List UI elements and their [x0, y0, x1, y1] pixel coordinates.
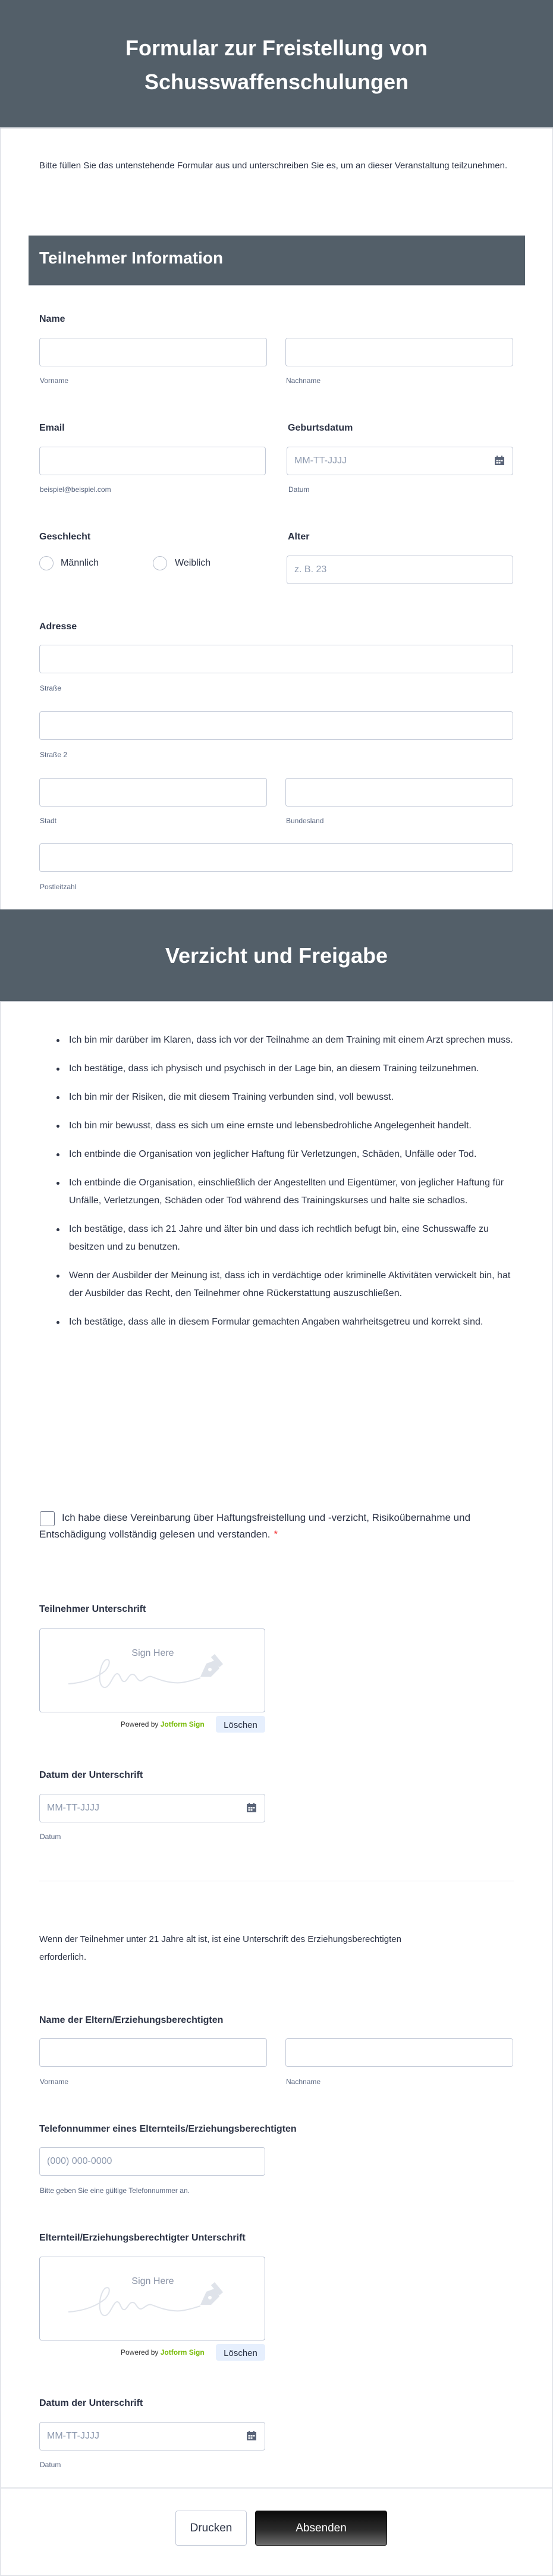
guardian-signature-pad[interactable] — [39, 2257, 265, 2340]
agreement-label[interactable] — [39, 1510, 515, 1543]
zip-sublabel: Postleitzahl — [40, 883, 77, 891]
first-name-sublabel: Vorname — [40, 376, 69, 385]
guardian-phone-label: Telefonnummer eines Elternteils/Erziehungsberechtigten — [39, 2124, 297, 2134]
jotform-sign-brand: Jotform Sign — [160, 1720, 205, 1728]
guardian-last-name-input[interactable] — [285, 2038, 513, 2067]
guardian-sign-date-label: Datum der Unterschrift — [39, 2398, 143, 2408]
waiver-item: Ich bestätige, dass ich 21 Jahre und älter bin und dass ich rechtlich befugt bin, eine Schusswaffe zu besitzen und zu benutzen. — [56, 1220, 514, 1256]
form-header — [0, 0, 553, 128]
sign-here-text: Sign Here — [131, 1648, 174, 1658]
street-input[interactable] — [39, 645, 513, 673]
waiver-item: Wenn der Ausbilder der Meinung ist, dass ich in verdächtige oder kriminelle Aktivitäten verwickelt bin, hat der Ausbilder das Recht, den Teilnehmer ohne Rückerstattung auszuschließen. — [56, 1267, 514, 1303]
guardian-name-label: Name der Eltern/Erziehungsberechtigten — [39, 2015, 224, 2025]
street2-input[interactable] — [39, 711, 513, 740]
city-sublabel: Stadt — [40, 817, 57, 825]
agreement-text: Ich habe diese Vereinbarung über Haftungsfreistellung und -verzicht, Risikoübernahme und Entschädigung vollständig gelesen und verstanden. — [39, 1512, 471, 1540]
email-sublabel: beispiel@beispiel.com — [40, 485, 111, 494]
guardian-last-name-sublabel: Nachname — [286, 2078, 321, 2086]
zip-input[interactable] — [39, 843, 513, 872]
guardian-phone-sublabel: Bitte geben Sie eine gültige Telefonnummer an. — [40, 2186, 190, 2195]
street-sublabel: Straße — [40, 684, 62, 692]
state-input[interactable] — [285, 778, 513, 807]
radio-female[interactable] — [153, 556, 167, 570]
gender-label: Geschlecht — [39, 532, 91, 542]
guardian-signature-label: Elternteil/Erziehungsberechtigter Unterschrift — [39, 2233, 246, 2243]
waiver-item: Ich bin mir bewusst, dass es sich um eine ernste und lebensbedrohliche Angelegenheit handelt. — [56, 1117, 514, 1135]
signature-pen-icon — [68, 1653, 235, 1695]
guardian-first-name-sublabel: Vorname — [40, 2078, 69, 2086]
required-asterisk: * — [274, 1529, 278, 1540]
section-header-waiver: Verzicht und Freigabe — [0, 909, 553, 1002]
address-label: Adresse — [39, 622, 77, 632]
calendar-icon[interactable] — [494, 455, 505, 466]
submit-button[interactable]: Absenden — [255, 2511, 387, 2546]
city-input[interactable] — [39, 778, 267, 807]
guardian-sign-date-sublabel: Datum — [40, 2461, 61, 2469]
radio-male-label[interactable]: Männlich — [61, 558, 99, 568]
waiver-item: Ich bin mir darüber im Klaren, dass ich vor der Teilnahme an dem Training mit einem Arzt sprechen muss. — [56, 1031, 514, 1049]
waiver-list — [56, 1031, 514, 1342]
radio-male[interactable] — [39, 556, 54, 570]
jotform-sign-brand: Jotform Sign — [160, 2348, 205, 2357]
participant-sign-date-input[interactable] — [39, 1794, 265, 1822]
clear-guardian-signature-button[interactable]: Löschen — [216, 2344, 265, 2361]
calendar-icon[interactable] — [246, 2430, 257, 2441]
section-header-participant: Teilnehmer Information — [29, 236, 525, 286]
email-label: Email — [39, 423, 65, 433]
birthdate-sublabel: Datum — [288, 485, 310, 494]
participant-sign-date-label: Datum der Unterschrift — [39, 1770, 143, 1780]
calendar-icon[interactable] — [246, 1802, 257, 1813]
age-label: Alter — [288, 532, 310, 542]
participant-signature-pad[interactable] — [39, 1629, 265, 1712]
name-label: Name — [39, 314, 65, 324]
birthdate-label: Geburtsdatum — [288, 423, 353, 433]
powered-by — [121, 2348, 205, 2357]
waiver-item: Ich bin mir der Risiken, die mit diesem Training verbunden sind, voll bewusst. — [56, 1088, 514, 1106]
street2-sublabel: Straße 2 — [40, 751, 68, 759]
birthdate-input[interactable] — [287, 447, 513, 475]
first-name-input[interactable] — [39, 338, 267, 366]
waiver-item: Ich entbinde die Organisation von jeglicher Haftung für Verletzungen, Schäden, Unfälle oder Tod. — [56, 1146, 514, 1163]
state-sublabel: Bundesland — [286, 817, 324, 825]
footer-divider — [0, 2487, 553, 2489]
form-title-line2: Schusswaffenschulungen — [144, 70, 409, 94]
last-name-input[interactable] — [285, 338, 513, 366]
last-name-sublabel: Nachname — [286, 376, 321, 385]
sign-here-text: Sign Here — [131, 2276, 174, 2286]
waiver-item: Ich entbinde die Organisation, einschließlich der Angestellten und Eigentümer, von jeglicher Haftung für Unfälle, Verletzungen, Schäden oder Tod während des Trainingskurses und halte sie schadlos. — [56, 1174, 514, 1210]
agreement-checkbox[interactable] — [40, 1511, 55, 1526]
radio-female-label[interactable]: Weiblich — [175, 558, 211, 568]
guardian-note: Wenn der Teilnehmer unter 21 Jahre alt ist, ist eine Unterschrift des Erziehungsberechtigten erforderlich. — [39, 1934, 401, 1962]
intro-text: Bitte füllen Sie das untenstehende Formular aus und unterschreiben Sie es, um an dieser Veranstaltung teilzunehmen. — [39, 161, 508, 171]
age-input[interactable] — [287, 556, 513, 584]
guardian-sign-date-input[interactable] — [39, 2422, 265, 2451]
participant-sign-date-sublabel: Datum — [40, 1833, 61, 1841]
form-title-line1: Formular zur Freistellung von — [125, 36, 428, 60]
guardian-first-name-input[interactable] — [39, 2038, 267, 2067]
waiver-item: Ich bestätige, dass ich physisch und psychisch in der Lage bin, an diesem Training teilzunehmen. — [56, 1060, 514, 1078]
email-input[interactable] — [39, 447, 266, 475]
powered-by — [121, 1720, 205, 1728]
powered-by-text: Powered by — [121, 2348, 159, 2357]
signature-pen-icon — [68, 2281, 235, 2323]
guardian-phone-input[interactable] — [39, 2147, 265, 2176]
powered-by-text: Powered by — [121, 1720, 159, 1728]
clear-signature-button[interactable]: Löschen — [216, 1716, 265, 1733]
print-button[interactable]: Drucken — [175, 2511, 247, 2546]
participant-signature-label: Teilnehmer Unterschrift — [39, 1604, 146, 1614]
waiver-item: Ich bestätige, dass alle in diesem Formular gemachten Angaben wahrheitsgetreu und korrekt sind. — [56, 1313, 514, 1331]
